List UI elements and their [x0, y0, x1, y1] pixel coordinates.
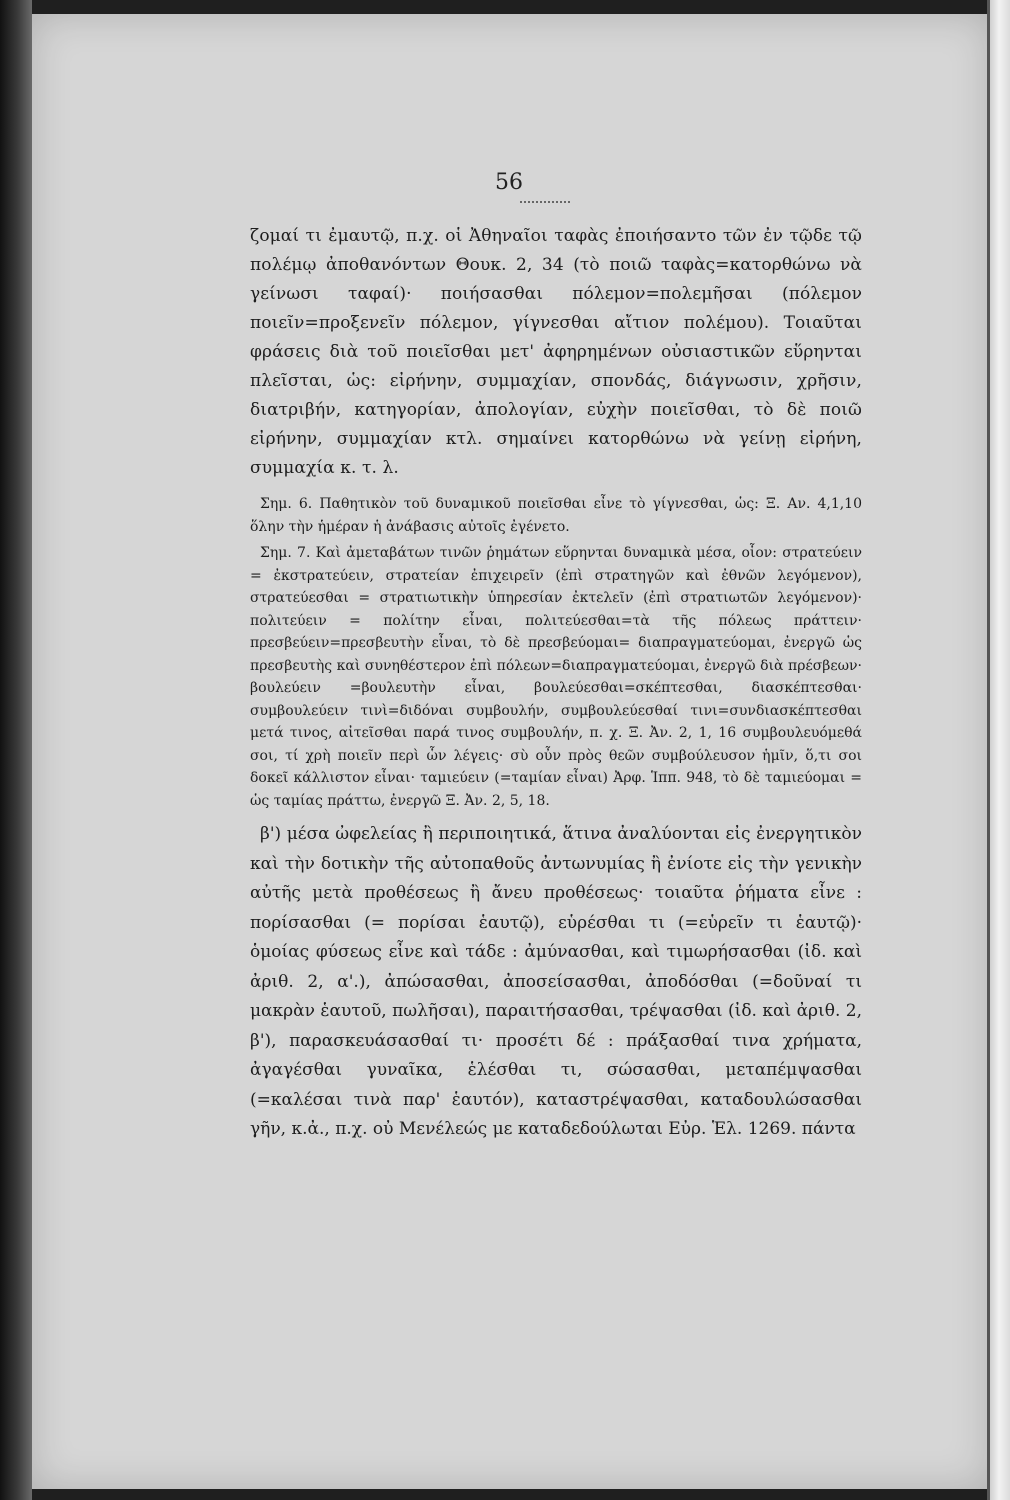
page-body [250, 222, 862, 1145]
page-number: 56 [495, 170, 523, 195]
note-6: Σημ. 6. Παθητικὸν τοῦ δυναμικοῦ ποιεῖσθαι εἶνε τὸ γίγνεσθαι, ὡς: Ξ. Αν. 4,1,10 ὅλην τὴν ἡμέραν ἡ ἀνάβασις αὐτοῖς ἐγένετο. [250, 496, 862, 535]
book-spine-shadow [0, 0, 32, 1500]
note-7: Σημ. 7. Καὶ ἀμεταβάτων τινῶν ῥημάτων εὕρηνται δυναμικὰ μέσα, οἷον: στρατεύειν = ἐκστρατεύειν, στρατείαν ἐπιχειρεῖν (ἐπὶ στρατηγῶν καὶ ἐθνῶν λεγόμενον), στρατεύεσθαι = στρατιωτικὴν ὑπηρεσίαν ἐκτελεῖν (ἐπὶ στρατιωτῶν λεγόμενον)· πολιτεύειν = πολίτην εἶναι, πολιτεύεσθαι=τὰ τῆς πόλεως πράττειν· πρεσβεύειν=πρεσβευτὴν εἶναι, τὸ δὲ πρεσβεύομαι= διαπραγματεύομαι, ἐνεργῶ ὡς πρεσβευτὴς καὶ συνηθέστερον ἐπὶ πόλεων=διαπραγματεύομαι, ἐνεργῶ διὰ πρέσβεων· βουλεύειν =βουλευτὴν εἶναι, βουλεύεσθαι=σκέπτεσθαι, διασκέπτεσθαι· συμβουλεύειν τινὶ=διδόναι συμβουλήν, συμβουλεύεσθαί τινι=συνδιασκέπτεσθαι μετά τινος, αἰτεῖσθαι παρά τινος συμβουλήν, π. χ. Ξ. Ἀν. 2, 1, 16 συμβουλευόμεθά σοι, τί χρὴ ποιεῖν περὶ ὧν λέγεις· σὺ οὖν πρὸς θεῶν συμβούλευσον ἡμῖν, ὅ,τι σοι δοκεῖ κάλλιστον εἶναι· ταμιεύειν (=ταμίαν εἶναι) Ἀρφ. Ἱππ. 948, τὸ δὲ ταμιεύομαι = ὡς ταμίας πράττω, ἐνεργῶ Ξ. Ἀν. 2, 5, 18. [250, 545, 862, 809]
main-paragraph: ζομαί τι ἐμαυτῷ, π.χ. οἱ Ἀθηναῖοι ταφὰς ἐποιήσαντο τῶν ἐν τῷδε τῷ πολέμῳ ἀποθανόντων Θουκ. 2, 34 (τὸ ποιῶ ταφὰς=κατορθώνω νὰ γείνωσι ταφαί)· ποιήσασθαι πόλεμον=πολεμῆσαι (πόλεμον ποιεῖν=προξενεῖν πόλεμον, γίγνεσθαι αἴτιον πολέμου). Τοιαῦται φράσεις διὰ τοῦ ποιεῖσθαι μετ' ἀφηρημένων οὐσιαστικῶν εὕρηνται πλεῖσται, ὡς: εἰρήνην, συμμαχίαν, σπονδάς, διάγνωσιν, χρῆσιν, διατριβήν, κατηγορίαν, ἀπολογίαν, εὐχὴν ποιεῖσθαι, τὸ δὲ ποιῶ εἰρήνην, συμμαχίαν κτλ. σημαίνει κατορθώνω νὰ γείνῃ εἰρήνη, συμμαχία κ. τ. λ. [250, 226, 862, 478]
section-b-paragraph: β') μέσα ὠφελείας ἢ περιποιητικά, ἅτινα ἀναλύονται εἰς ἐνεργητικὸν καὶ τὴν δοτικὴν τῆς αὐτοπαθοῦς ἀντωνυμίας ἢ ἐνίοτε εἰς τὴν γενικὴν αὐτῆς μετὰ προθέσεως ἢ ἄνευ προθέσεως· τοιαῦτα ῥήματα εἶνε : πορίσασθαι (= πορίσαι ἑαυτῷ), εὑρέσθαι τι (=εὑρεῖν τι ἑαυτῷ)· ὁμοίας φύσεως εἶνε καὶ τάδε : ἀμύνασθαι, καὶ τιμωρήσασθαι (ἰδ. καὶ ἀριθ. 2, α'.), ἀπώσασθαι, ἀποσείσασθαι, ἀποδόσθαι (=δοῦναί τι μακρὰν ἑαυτοῦ, πωλῆσαι), παραιτήσασθαι, τρέψασθαι (ἰδ. καὶ ἀριθ. 2, β'), παρασκευάσασθαί τι· προσέτι δέ : πράξασθαί τινα χρήματα, ἀγαγέσθαι γυναῖκα, ἑλέσθαι τι, σώσασθαι, μεταπέμψασθαι (=καλέσαι τινὰ παρ' ἑαυτόν), καταστρέψασθαι, καταδουλώσασθαι γῆν, κ.ἀ., π.χ. οὐ Μενέλεώς με καταδεδούλωται Εὐρ. Ἑλ. 1269. πάντα [250, 824, 862, 1139]
page-number-underline [520, 201, 570, 203]
next-page-edge [990, 0, 1010, 1500]
